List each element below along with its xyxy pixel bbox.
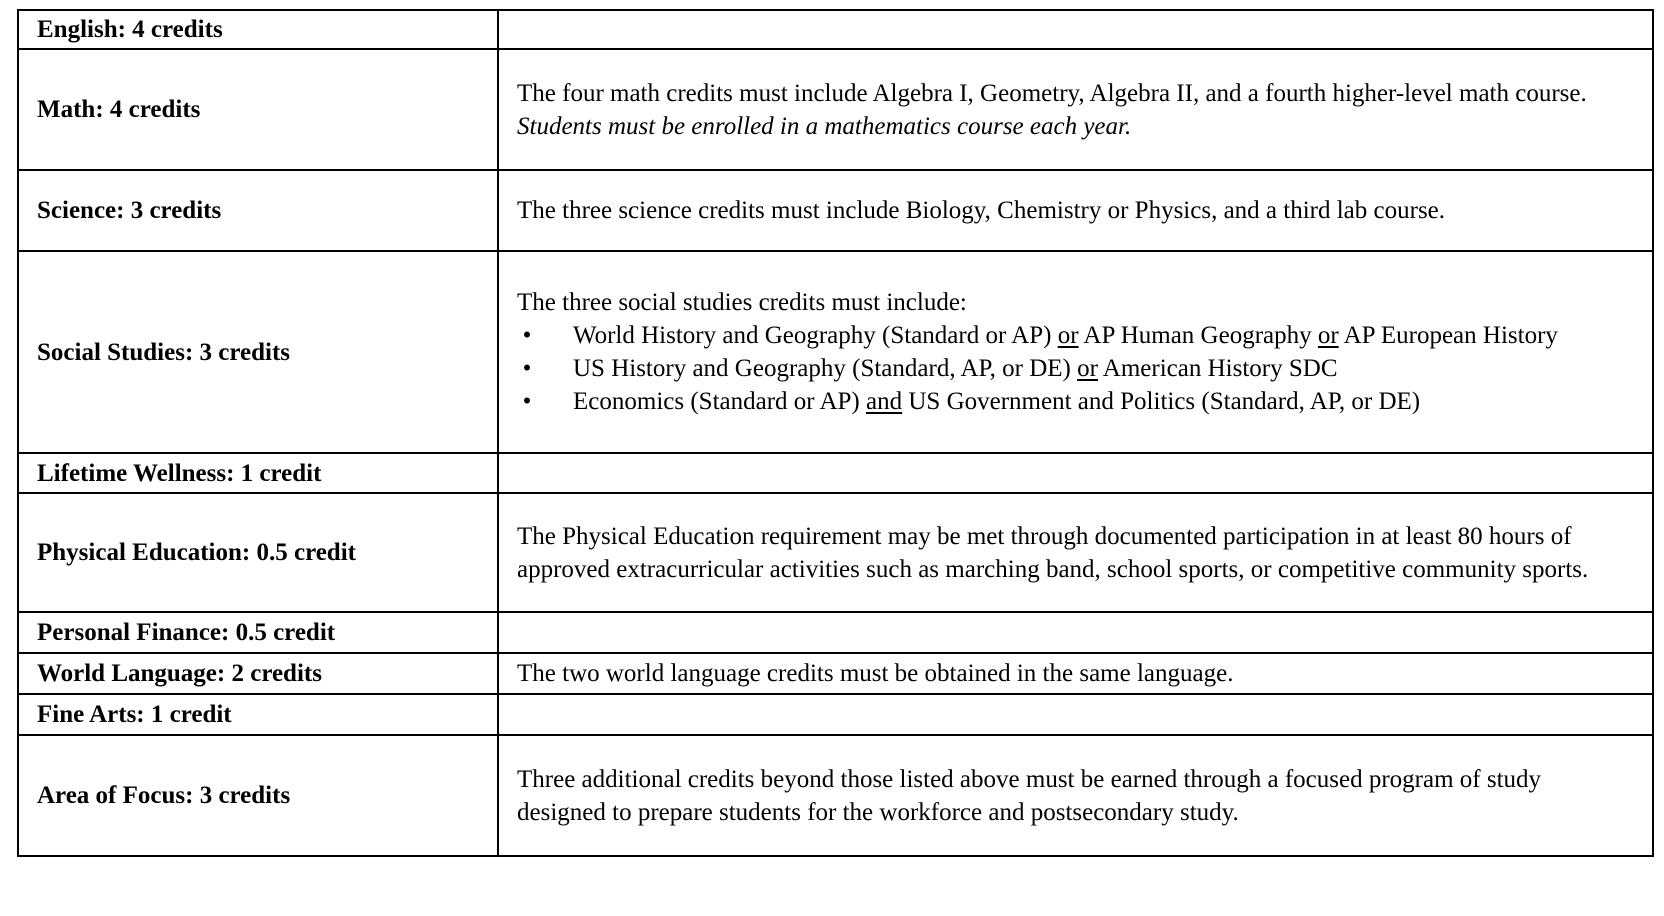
requirement-label: Fine Arts: 1 credit: [18, 694, 498, 735]
bullet-icon: •: [522, 322, 532, 349]
social-studies-intro: The three social studies credits must include:: [517, 289, 967, 316]
requirement-description: The three science credits must include Biology, Chemistry or Physics, and a third lab course.: [498, 170, 1653, 251]
requirement-label: Area of Focus: 3 credits: [18, 735, 498, 856]
table-row-lifetime-wellness: [18, 453, 1653, 493]
table-row-english: [18, 10, 1653, 49]
table-row-fine-arts: [18, 694, 1653, 735]
table-row-social-studies: [18, 251, 1653, 453]
requirement-label: Personal Finance: 0.5 credit: [18, 612, 498, 653]
underlined-or: or: [1317, 322, 1339, 349]
requirement-description: [498, 251, 1653, 453]
requirement-label: English: 4 credits: [18, 10, 498, 49]
requirement-label: Physical Education: 0.5 credit: [18, 493, 498, 612]
requirement-description: [498, 694, 1653, 735]
requirement-label: Social Studies: 3 credits: [18, 251, 498, 453]
requirement-description: [498, 49, 1653, 170]
requirement-label: Lifetime Wellness: 1 credit: [18, 453, 498, 493]
requirement-label: Science: 3 credits: [18, 170, 498, 251]
bullet-icon: •: [522, 388, 532, 415]
table-row-science: [18, 170, 1653, 251]
bullet-icon: •: [522, 355, 532, 382]
list-item: • US History and Geography (Standard, AP, or DE) or American History SDC: [517, 352, 1632, 385]
table-row-personal-finance: [18, 612, 1653, 653]
requirement-label: Math: 4 credits: [18, 49, 498, 170]
graduation-requirements-table: [17, 9, 1654, 857]
underlined-and: and: [866, 388, 903, 415]
list-item: • World History and Geography (Standard or AP) or AP Human Geography or AP European History: [517, 319, 1632, 352]
requirement-description: Three additional credits beyond those listed above must be earned through a focused program of study designed to prepare students for the workforce and postsecondary study.: [498, 735, 1653, 856]
list-item: • Economics (Standard or AP) and US Government and Politics (Standard, AP, or DE): [517, 385, 1632, 418]
underlined-or: or: [1077, 355, 1098, 382]
requirement-description: The two world language credits must be obtained in the same language.: [498, 653, 1653, 694]
requirement-description: The Physical Education requirement may be met through documented participation in at least 80 hours of approved extracurricular activities such as marching band, school sports, or competitive community sports.: [498, 493, 1653, 612]
table-row-world-language: [18, 653, 1653, 694]
table-row-area-of-focus: [18, 735, 1653, 856]
table-row-physical-education: [18, 493, 1653, 612]
table-row-math: [18, 49, 1653, 170]
math-requirement-text: The four math credits must include Algebra I, Geometry, Algebra II, and a fourth higher-level math course.: [517, 79, 1587, 107]
requirement-description: [498, 10, 1653, 49]
math-enrollment-note: Students must be enrolled in a mathematics course each year.: [517, 112, 1132, 140]
requirement-label: World Language: 2 credits: [18, 653, 498, 694]
requirement-description: [498, 612, 1653, 653]
social-studies-list: [517, 319, 1632, 418]
underlined-or: or: [1057, 322, 1079, 349]
requirement-description: [498, 453, 1653, 493]
